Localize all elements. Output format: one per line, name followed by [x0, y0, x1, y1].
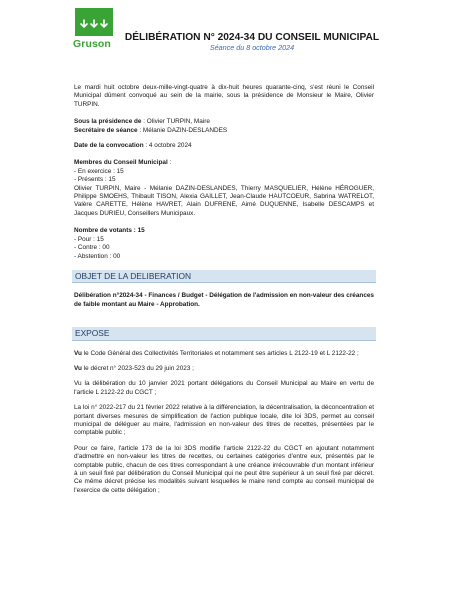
- convocation-value: : 4 octobre 2024: [143, 142, 192, 150]
- logo-emblem: [75, 8, 113, 36]
- secretaire-line: [74, 127, 374, 135]
- expose-section-heading: EXPOSE: [72, 327, 376, 340]
- secretaire-value: : Mélanie DAZIN-DESLANDES: [137, 126, 228, 134]
- votes-contre: - Contre : 00: [74, 244, 110, 252]
- objet-text: Délibération n°2024-34 - Finances / Budget - Délégation de l'admission en non-valeur des créances de faible montant au Maire - Approbation.: [74, 292, 374, 308]
- votants-label: Nombre de votants: [74, 227, 132, 235]
- secretaire-label: Secrétaire de séance: [74, 126, 138, 134]
- presidence-label: Sous la présidence de: [74, 118, 142, 126]
- logo-text: Gruson: [73, 38, 111, 50]
- votants-value: : 15: [131, 227, 145, 235]
- membres-label: Membres du Conseil Municipal: [74, 159, 168, 167]
- page-title: DÉLIBÉRATION N° 2024-34 DU CONSEIL MUNICIPAL: [124, 32, 380, 43]
- page-subtitle: Séance du 8 octobre 2024: [209, 43, 295, 52]
- expose-paragraph-1: Vu le Code Général des Collectivités Territoriales et notamment ses articles L 2122-19 et L 2122-22 ;: [74, 349, 359, 357]
- membres-presents: - Présents : 15: [74, 176, 116, 184]
- municipal-logo: [73, 8, 115, 50]
- expose-paragraph-3: Vu la délibération du 10 janvier 2021 portant délégations du Conseil Municipal au Maire en vertu de l'article L 2122-22 du CGCT ;: [74, 380, 374, 396]
- expose-paragraph-4: La loi n° 2022-217 du 21 février 2022 relative à la différenciation, la décentralisation, la déconcentration et portant diverses mesures de simplification de l'action publique locale, dite loi 3DS, permet au conseil municipal de déléguer au maire, l'admission en non-valeur des titres de recettes, présentées par le comptable public ;: [74, 404, 374, 437]
- votes-pour: - Pour : 15: [74, 235, 104, 243]
- membres-names: Olivier TURPIN, Maire - Mélanie DAZIN-DESLANDES, Thierry MASQUELIER, Hélène HÉROGUER, Philippe SMOEHS, Thibault TISON, Alexia GAILLET, Jean-Claude HAUTCOEUR, Sabrina WATRELOT, Valère CARETTE, Hélène HAVRET, Alain DUFRENE, Aimé DUQUENNE, Isabelle DESCAMPS et Jacques DURIEU, Conseillers Municipaux.: [74, 184, 374, 217]
- membres-en-exercice: - En exercice : 15: [74, 167, 124, 175]
- objet-section-heading: OBJET DE LA DELIBERATION: [72, 270, 376, 283]
- expose-paragraph-5: Pour ce faire, l'article 173 de la loi 3DS modifie l'article 2122-22 du CGCT en ajoutant notamment d'admettre en non-valeur les titres de recettes, ou certaines catégories d'entre eux, présentés par le comptable public, chacun de ces titres correspondant à une créance irrécouvrable d'un montant inférieur à un seuil fixé par délibération du Conseil Municipal qui ne peut être supérieur à un seuil fixé par décret. Ce même décret précise les modalités suivant lesquelles le maire rend compte au conseil municipal de l'exercice de cette délégation ;: [74, 444, 374, 494]
- convocation-line: [74, 142, 374, 150]
- convocation-label: Date de la convocation: [74, 142, 144, 150]
- votants-heading: [74, 227, 374, 235]
- document-body: [74, 84, 374, 495]
- expose-paragraph-2: Vu le décret n° 2023-523 du 29 juin 2023 ;: [74, 364, 194, 372]
- votes-abstention: - Abstention : 00: [74, 252, 121, 260]
- presidence-line: [74, 118, 374, 126]
- presidence-value: : Olivier TURPIN, Maire: [141, 118, 210, 126]
- membres-heading: Membres du Conseil Municipal :: [74, 159, 172, 167]
- intro-paragraph: Le mardi huit octobre deux-mille-vingt-quatre à dix-huit heures quarante-cinq, s'est réuni le Conseil Municipal dûment convoqué au sein de la mairie, sous la présidence de Monsieur le Maire, Olivier TURPIN.: [74, 84, 374, 108]
